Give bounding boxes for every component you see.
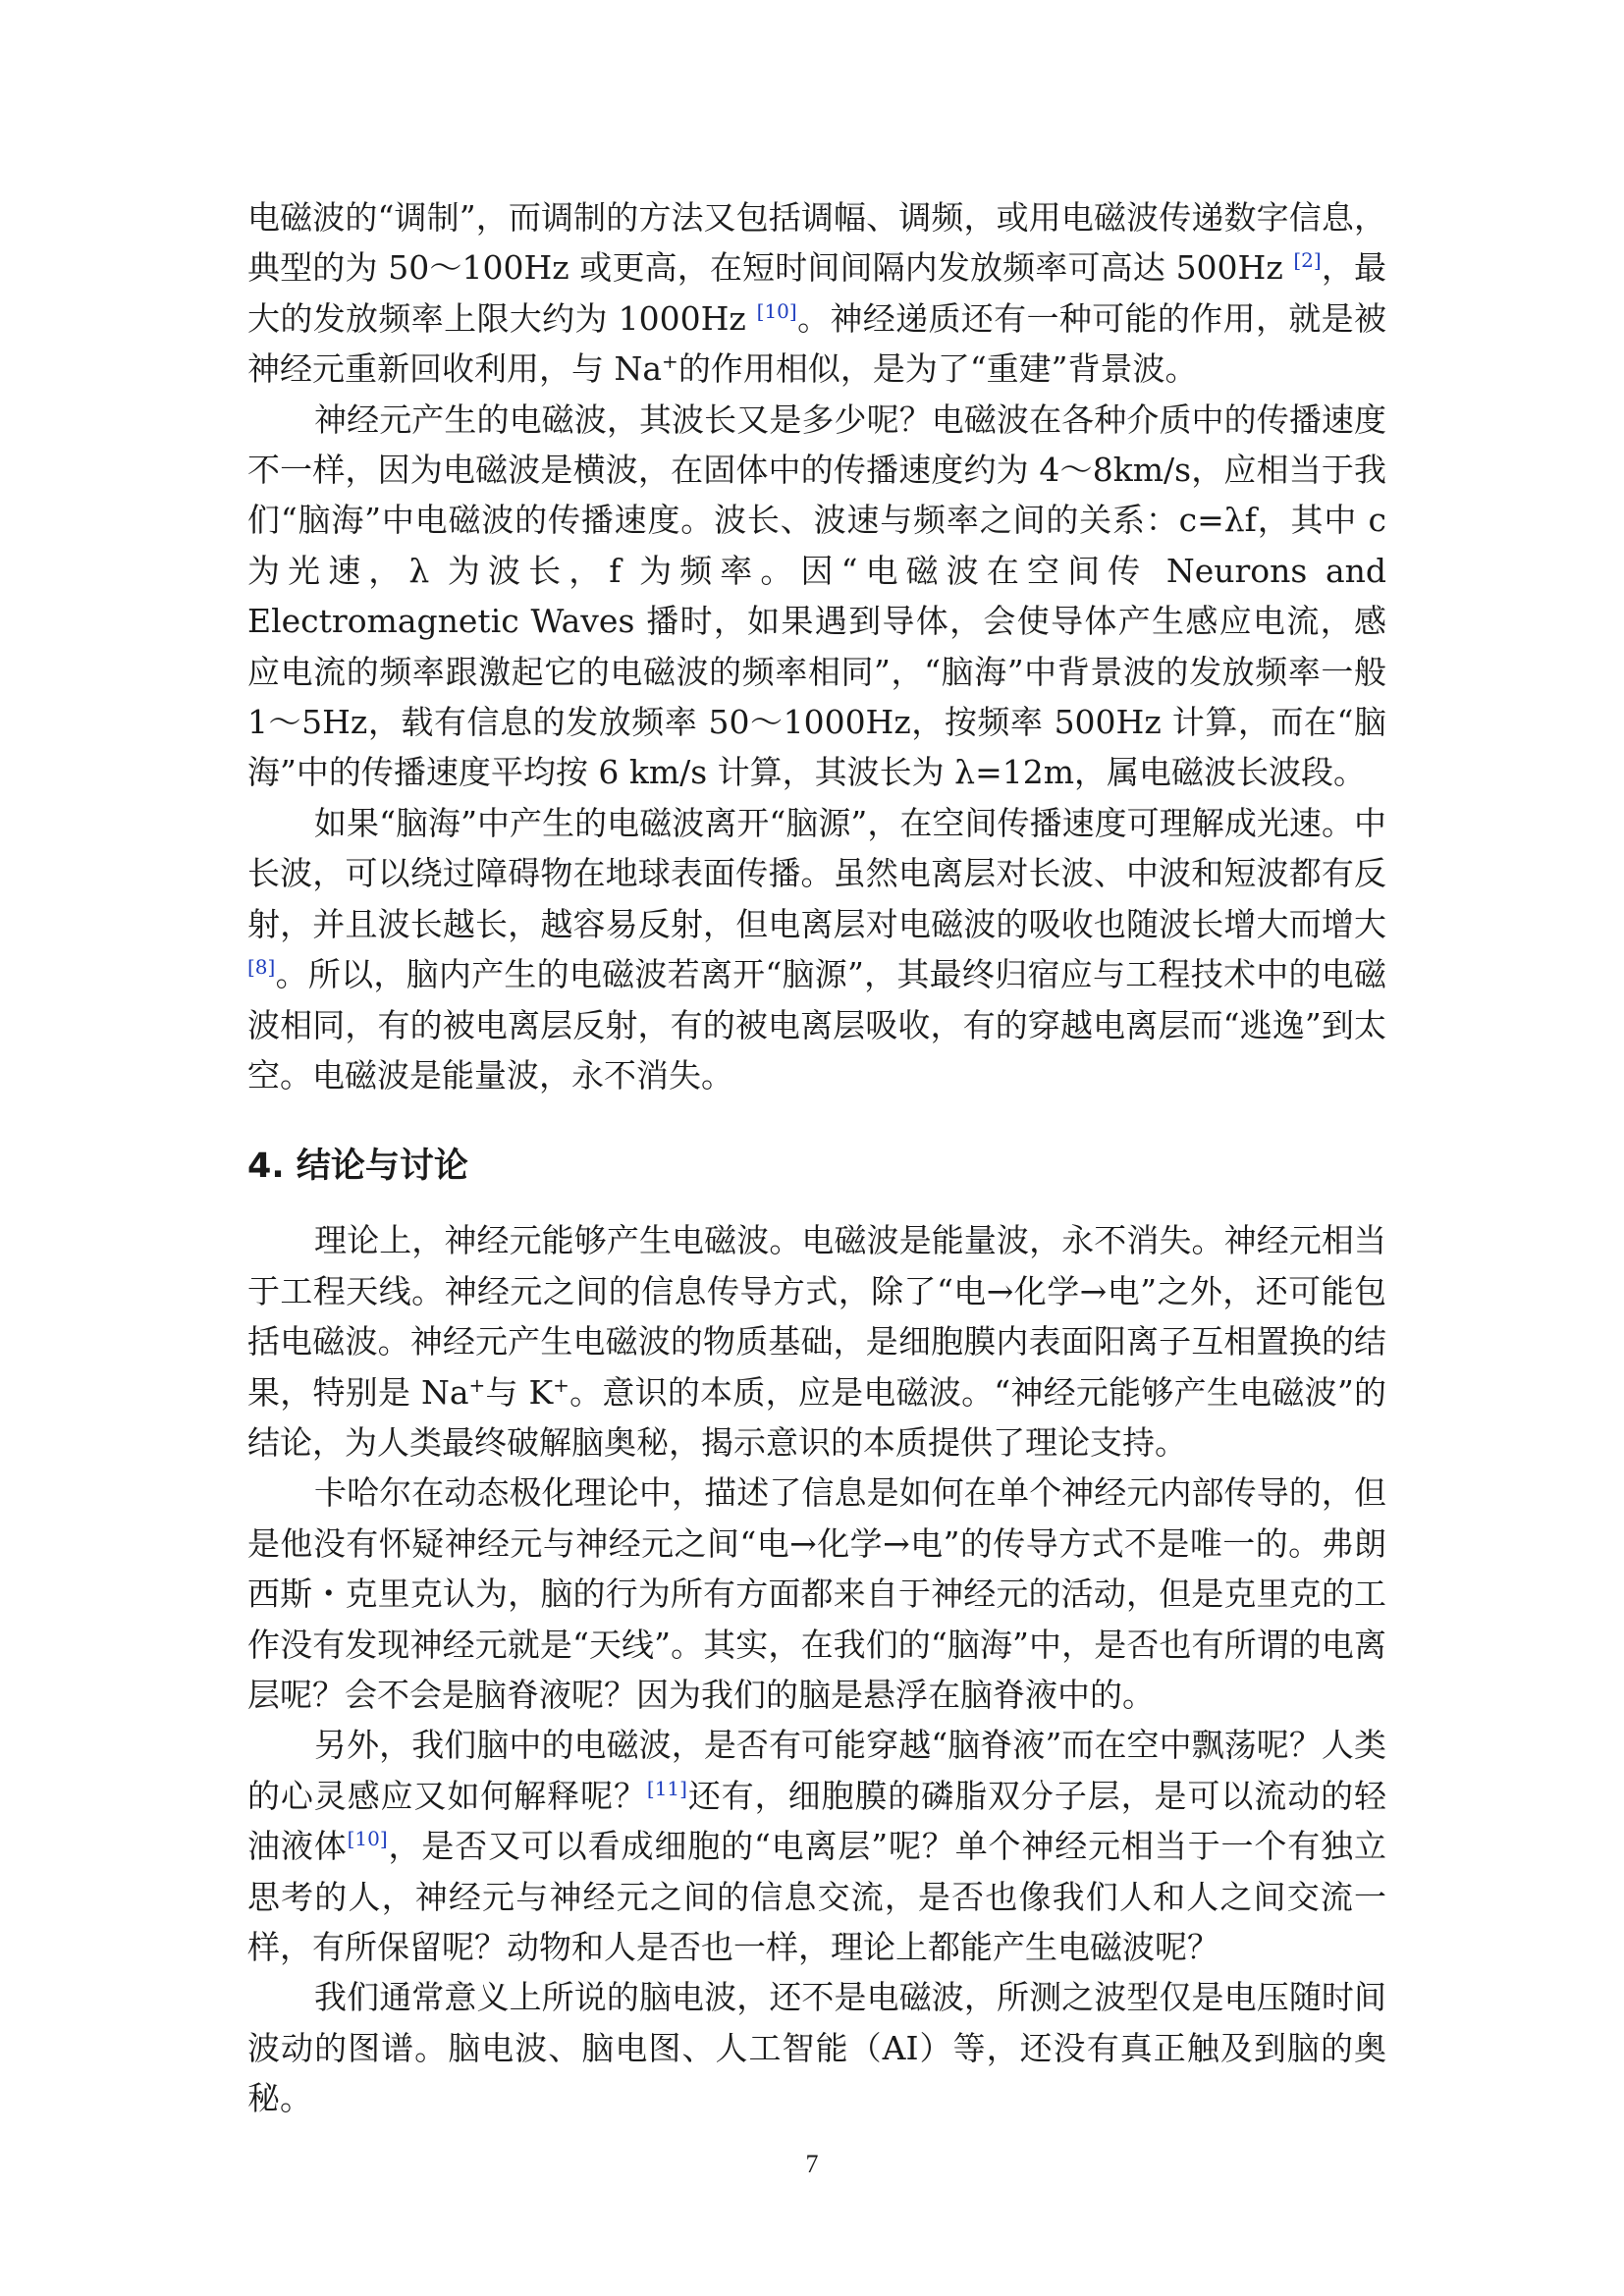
page-number: 7 xyxy=(805,2150,819,2178)
paragraph xyxy=(247,1720,1386,1972)
text-run: 。意识的本质，应是电磁波。“神经元能够产生电磁波”的结论，为人类最终破解脑奥秘，揭示意识的本质提供了理论支持。 xyxy=(247,1372,1386,1462)
text-run: 电磁波的“调制”，而调制的方法又包括调幅、调频，或用电磁波传递数字信息，典型的为 50～100Hz 或更高，在短时间间隔内发放频率可高达 500Hz xyxy=(247,198,1386,288)
section-heading: 4. 结论与讨论 xyxy=(247,1147,468,1187)
text-run: 。神经递质还有一种可能的作用，就是被神经元重新回收利用，与 Na xyxy=(247,298,1386,389)
text-run: 还有，细胞膜的磷脂双分子层，是可以流动的轻油液体 xyxy=(247,1776,1387,1866)
section-paragraphs xyxy=(247,1215,1386,2123)
text-run: ，最大的发放频率上限大约为 1000Hz xyxy=(247,248,1386,338)
text-run: 卡哈尔在动态极化理论中，描述了信息是如何在单个神经元内部传导的，但是他没有怀疑神经元与神经元之间“电→化学→电”的传导方式不是唯一的。弗朗西斯・克里克认为，脑的行为所有方面都来自于神经元的活动，但是克里克的工作没有发现神经元就是“天线”。其实，在我们的“脑海”中，是否也有所谓的电离层呢？会不会是脑脊液呢？因为我们的脑是悬浮在脑脊液中的。 xyxy=(247,1473,1386,1714)
text-run: 与 K xyxy=(485,1372,554,1412)
paragraph xyxy=(247,1972,1386,2123)
ion-charge-superscript: + xyxy=(468,1372,486,1397)
citation-link: [8] xyxy=(247,955,276,980)
citation-link: [11] xyxy=(646,1776,687,1800)
ion-charge-superscript: + xyxy=(553,1372,569,1397)
citation-link: [2] xyxy=(1293,248,1322,273)
text-run: 理论上，神经元能够产生电磁波。电磁波是能量波，永不消失。神经元相当于工程天线。神经元之间的信息传导方式，除了“电→化学→电”之外，还可能包括电磁波。神经元产生电磁波的物质基础，是细胞膜内表面阳离子互相置换的结果，特别是 Na xyxy=(247,1221,1386,1412)
intro-paragraphs xyxy=(247,192,1386,1100)
citation-link: [10] xyxy=(347,1827,388,1851)
paragraph xyxy=(247,192,1386,395)
text-run: 神经元产生的电磁波，其波长又是多少呢？电磁波在各种介质中的传播速度不一样，因为电磁波是横波，在固体中的传播速度约为 4～8km/s，应相当于我们“脑海”中电磁波的传播速度。波长、波速与频率之间的关系：c=λf，其中 c 为光速，λ 为波长，f 为频率。因“电磁波在空间传 Neurons and Electromagnetic Waves 播时，如果遇到导体，会使导体产生感应电流，感应电流的频率跟激起它的电磁波的频率相同”，“脑海”中背景波的发放频率一般 1～5Hz，载有信息的发放频率 50～1000Hz，按频率 500Hz 计算，而在“脑海”中的传播速度平均按 6 km/s 计算，其波长为 λ=12m，属电磁波长波段。 xyxy=(247,400,1386,792)
text-run: 。所以，脑内产生的电磁波若离开“脑源”，其最终归宿应与工程技术中的电磁波相同，有的被电离层反射，有的被电离层吸收，有的穿越电离层而“逃逸”到太空。电磁波是能量波，永不消失。 xyxy=(247,955,1386,1095)
ion-charge-superscript: + xyxy=(662,349,678,374)
text-run: 的作用相似，是为了“重建”背景波。 xyxy=(677,349,1198,389)
paragraph xyxy=(247,395,1386,798)
paragraph xyxy=(247,798,1386,1100)
paragraph xyxy=(247,1468,1386,1720)
text-run: 另外，我们脑中的电磁波，是否有可能穿越“脑脊液”而在空中飘荡呢？人类的心灵感应又如何解释呢？ xyxy=(247,1726,1386,1815)
paragraph xyxy=(247,1215,1386,1468)
page-body xyxy=(247,192,1386,2124)
text-run: ，是否又可以看成细胞的“电离层”呢？单个神经元相当于一个有独立思考的人，神经元与神经元之间的信息交流，是否也像我们人和人之间交流一样，有所保留呢？动物和人是否也一样，理论上都能产生电磁波呢？ xyxy=(247,1827,1386,1966)
citation-link: [10] xyxy=(756,298,797,323)
text-run: 我们通常意义上所说的脑电波，还不是电磁波，所测之波型仅是电压随时间波动的图谱。脑电波、脑电图、人工智能（AI）等，还没有真正触及到脑的奥秘。 xyxy=(247,1978,1386,2118)
text-run: 如果“脑海”中产生的电磁波离开“脑源”，在空间传播速度可理解成光速。中长波，可以绕过障碍物在地球表面传播。虽然电离层对长波、中波和短波都有反射，并且波长越长，越容易反射，但电离层对电磁波的吸收也随波长增大而增大 xyxy=(247,803,1386,943)
